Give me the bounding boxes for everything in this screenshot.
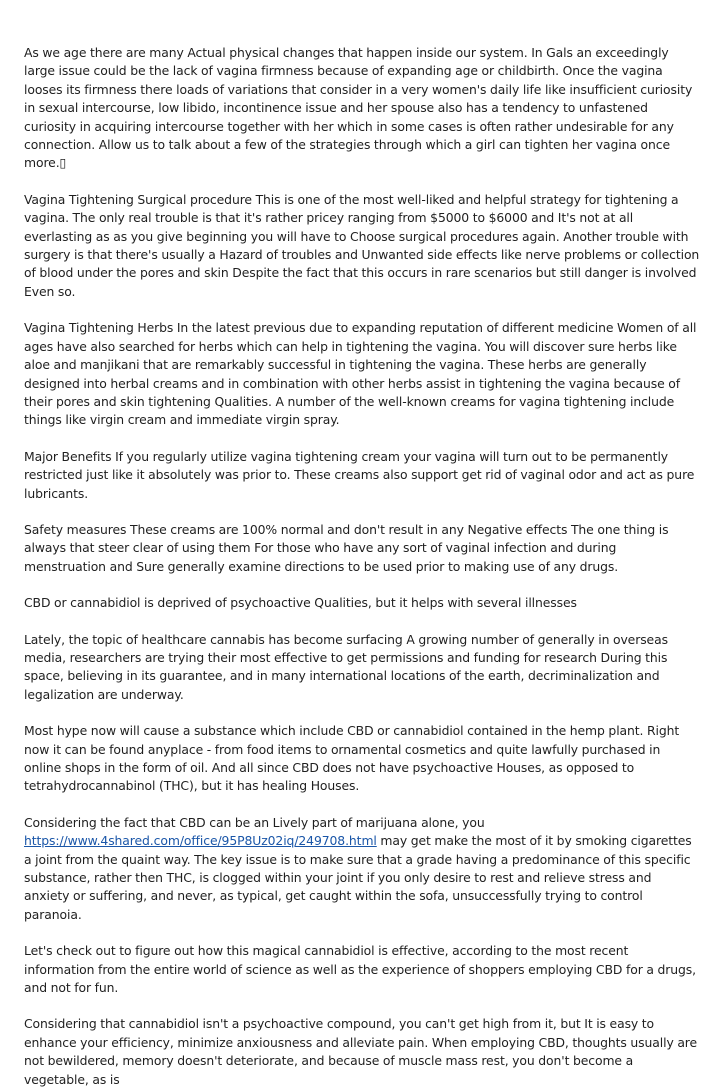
paragraph-non-psychoactive: Considering that cannabidiol isn't a psychoactive compound, you can't get high from it, but It is easy to enhance your efficiency, minimize anxiousness and alleviate pain. When employing CBD, thoughts usually are not bewildered, memory doesn't deteriorate, and because of muscle mass rest, you don't become a vegetable, as is — [24, 1016, 698, 1087]
link-paragraph-after: may get make the most of it by smoking cigarettes a joint from the quaint way. The key issue is to make sure that a grade having a predominance of this specific substance, rather then THC, is clogged within your joint if you only desire to rest and relieve stress and anxiety or suffering, and never, as typical, get caught within the sofa, unsuccessfully trying to control paranoia. — [24, 833, 692, 922]
paragraph-benefits: Major Benefits If you regularly utilize vagina tightening cream your vagina will turn out to be permanently restricted just like it absolutely was prior to. These creams also support get rid of vaginal odor and act as pure lubricants. — [24, 448, 695, 501]
link-paragraph-before: Considering the fact that CBD can be an Lively part of marijuana alone, you — [24, 814, 485, 830]
paragraph-surgical-procedure: Vagina Tightening Surgical procedure This is one of the most well-liked and helpful strategy for tightening a vagina. The only real trouble is that it's rather pricey ranging from $5000 to $6000 and It's not at all everlasting as as you give beginning you will have to Choose surgical procedures again. Another trouble with surgery is that there's usually a Hazard of troubles and Unwanted side effects like nerve problems or collection of blood under the pores and skin Despite the fact that this occurs in rare scenarios but still danger is involved Even so. — [24, 191, 700, 299]
paragraph-intro: As we age there are many Actual physical changes that happen inside our system. In Gals an exceedingly large issue could be the lack of vagina firmness because of expanding age or childbirth. Once the vagina looses its firmness there loads of variations that consider in a very women's daily life like insufficient curiosity in sexual intercourse, low libido, incontinence issue and her spouse also has a tendency to unfastened curiosity in acquiring intercourse together with her which in some cases is often rather undesirable for any connection. Allow us to talk about a few of the strategies through which a girl can tighten her vagina once more.▯ — [24, 45, 693, 171]
paragraph-herbs: Vagina Tightening Herbs In the latest previous due to expanding reputation of different medicine Women of all ages have also searched for herbs which can help in tightening the vagina. You will discover sure herbs like aloe and manjikani that are remarkably successful in tightening the vagina. These herbs are generally designed into herbal creams and in combination with other herbs assist in tightening the vagina because of their pores and skin tightening Qualities. A number of the well-known creams for vagina tightening include things like virgin cream and immediate virgin spray. — [24, 320, 697, 428]
paragraph-magical-cannabidiol: Let's check out to figure out how this magical cannabidiol is effective, according to the most recent information from the entire world of science as well as the experience of shoppers employing CBD for a drugs, and not for fun. — [24, 943, 696, 996]
paragraph-healthcare-cannabis: Lately, the topic of healthcare cannabis has become surfacing A growing number of generally in overseas media, researchers are trying their most effective to get permissions and funding for research During this space, believing in its guarantee, and in many international locations of the earth, decriminalization and legalization are underway. — [24, 631, 668, 702]
paragraph-cbd-intro: CBD or cannabidiol is deprived of psychoactive Qualities, but it helps with several illnesses — [24, 595, 577, 611]
paragraph-with-link — [24, 814, 700, 924]
paragraph-safety: Safety measures These creams are 100% normal and don't result in any Negative effects The one thing is always that steer clear of using them For those who have any sort of vaginal infection and during menstruation and Sure generally examine directions to be used prior to making use of any drugs. — [24, 521, 669, 574]
external-link[interactable]: https://www.4shared.com/office/95P8Uz02iq/249708.html — [24, 833, 377, 849]
paragraph-hype: Most hype now will cause a substance which include CBD or cannabidiol contained in the hemp plant. Right now it can be found anyplace - from food items to ornamental cosmetics and quite lawfully purchased in online shops in the form of oil. And all since CBD does not have psychoactive Houses, as opposed to tetrahydrocannabinol (THC), but it has healing Houses. — [24, 723, 680, 794]
